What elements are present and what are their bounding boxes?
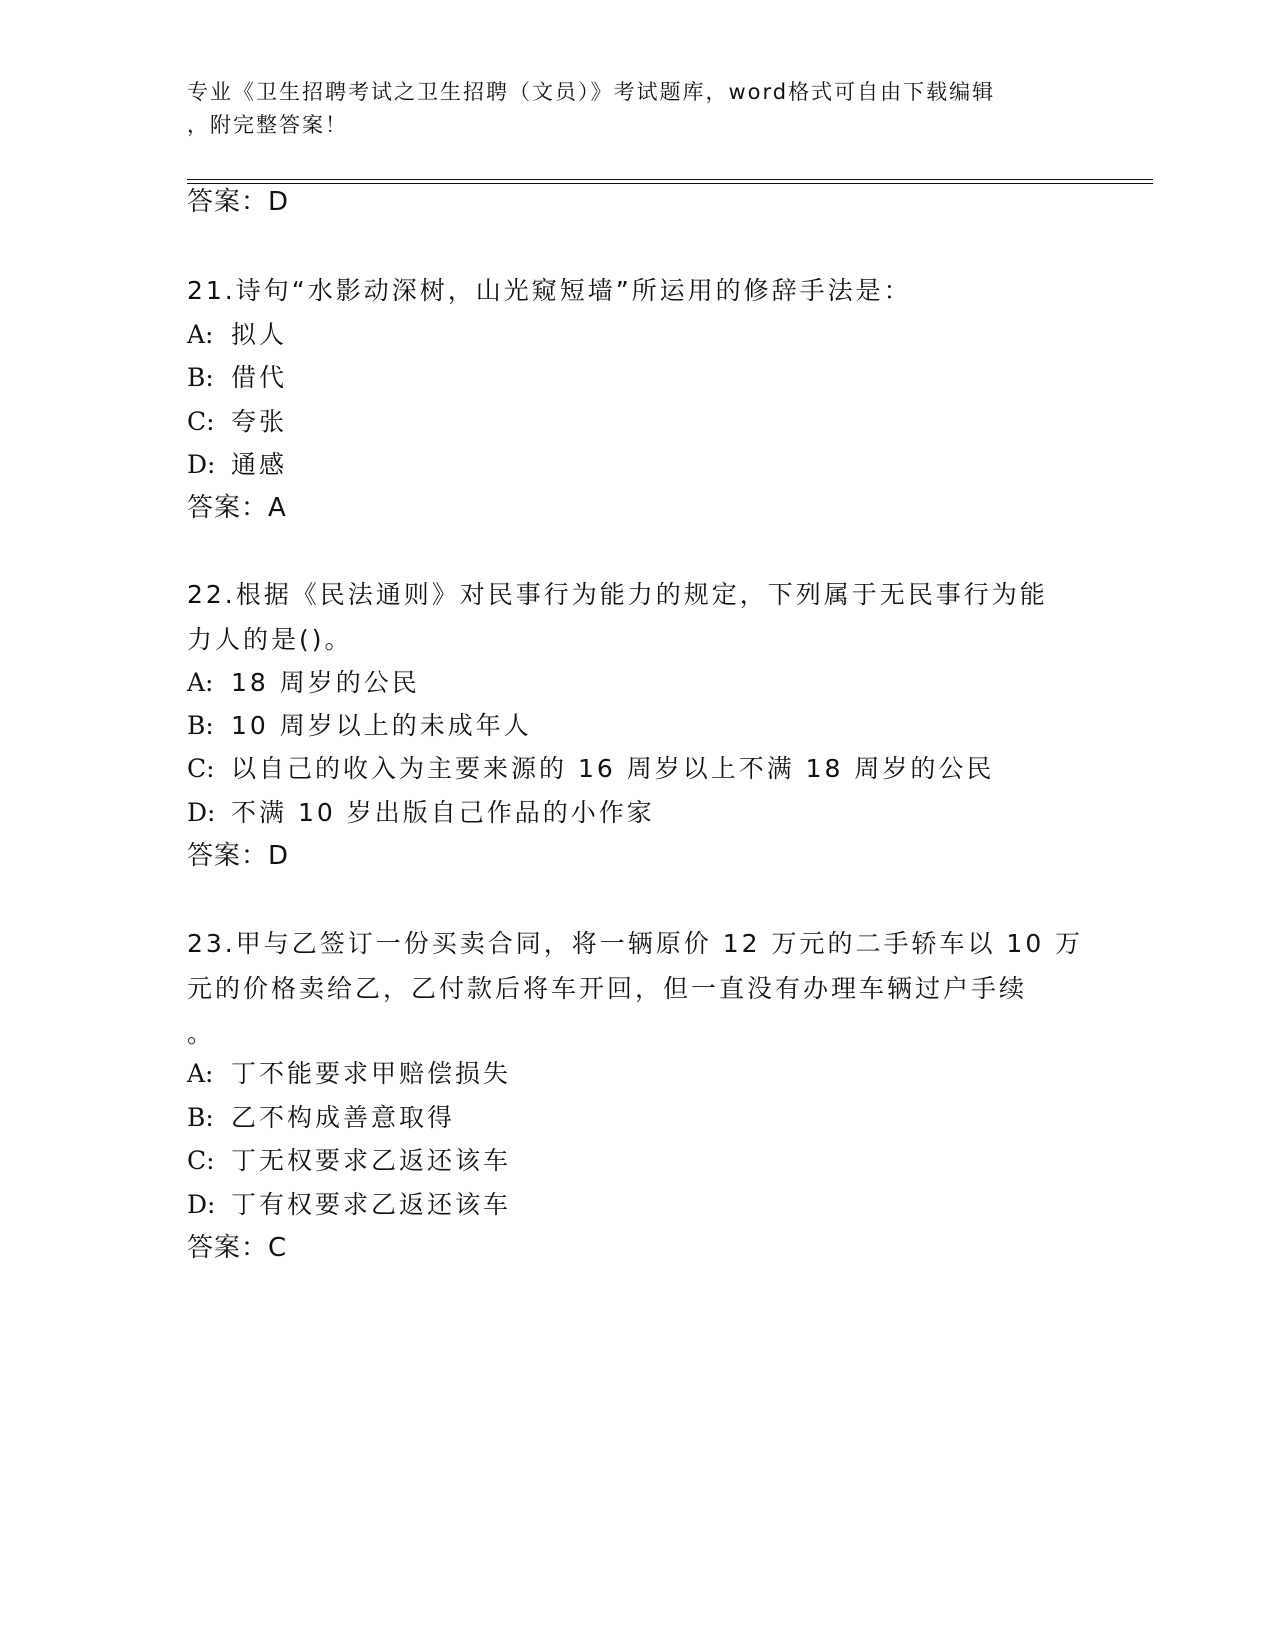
option-letter: C: xyxy=(187,1146,215,1175)
question-21-option-d xyxy=(187,448,287,482)
option-text: 丁无权要求乙返还该车 xyxy=(231,1146,512,1175)
option-text: 丁不能要求甲赔偿损失 xyxy=(231,1059,512,1088)
question-21-text xyxy=(187,268,1087,313)
question-22-answer: 答案：D xyxy=(187,841,290,871)
option-text: 拟人 xyxy=(231,320,288,349)
page-header xyxy=(187,76,1087,142)
option-letter: A: xyxy=(187,668,214,697)
header-rule-bottom xyxy=(187,183,1153,184)
option-letter: B: xyxy=(187,1103,214,1132)
option-text: 丁有权要求乙返还该车 xyxy=(231,1190,512,1219)
header-line-2: ，附完整答案！ xyxy=(187,113,348,137)
option-letter: B: xyxy=(187,363,214,392)
option-text: 夸张 xyxy=(231,407,288,436)
question-23-line-3: 。 xyxy=(187,1019,216,1048)
question-23-text xyxy=(187,921,1087,1056)
option-letter: D: xyxy=(187,798,216,827)
option-text: 乙不构成善意取得 xyxy=(231,1103,456,1132)
question-21-option-c xyxy=(187,405,287,439)
option-text: 以自己的收入为主要来源的 16 周岁以上不满 18 周岁的公民 xyxy=(231,754,995,783)
question-23-line-2: 元的价格卖给乙，乙付款后将车开回，但一直没有办理车辆过户手续 xyxy=(187,974,1028,1003)
option-text: 通感 xyxy=(231,450,288,479)
question-23-answer: 答案：C xyxy=(187,1233,288,1263)
question-23-option-b xyxy=(187,1101,455,1135)
header-line-1: 专业《卫生招聘考试之卫生招聘（文员）》考试题库，word格式可自由下载编辑 xyxy=(187,80,996,104)
question-22-line-2: 力人的是()。 xyxy=(187,625,353,654)
question-21-option-a xyxy=(187,318,287,352)
question-21-option-b xyxy=(187,361,287,395)
option-letter: C: xyxy=(187,754,215,783)
option-letter: B: xyxy=(187,711,214,740)
previous-answer: 答案：D xyxy=(187,187,290,217)
question-23-option-d xyxy=(187,1188,511,1222)
question-22-text xyxy=(187,572,1087,662)
question-22-option-d xyxy=(187,796,655,830)
question-21-answer: 答案：A xyxy=(187,493,287,523)
question-22-line-1: 22.根据《民法通则》对民事行为能力的规定，下列属于无民事行为能 xyxy=(187,580,1048,609)
question-22-option-b xyxy=(187,709,532,743)
header-rule-top xyxy=(187,179,1153,180)
option-letter: A: xyxy=(187,1059,214,1088)
option-letter: D: xyxy=(187,1190,216,1219)
option-letter: A: xyxy=(187,320,214,349)
option-text: 18 周岁的公民 xyxy=(231,668,420,697)
option-letter: C: xyxy=(187,407,215,436)
option-text: 借代 xyxy=(231,363,288,392)
question-23-option-c xyxy=(187,1144,511,1178)
question-22-option-c xyxy=(187,752,994,786)
option-text: 10 周岁以上的未成年人 xyxy=(231,711,532,740)
question-23-option-a xyxy=(187,1057,511,1091)
option-text: 不满 10 岁出版自己作品的小作家 xyxy=(231,798,655,827)
option-letter: D: xyxy=(187,450,216,479)
question-22-option-a xyxy=(187,666,420,700)
question-21-line-1: 21.诗句“水影动深树，山光窥短墙”所运用的修辞手法是： xyxy=(187,276,912,305)
question-23-line-1: 23.甲与乙签订一份买卖合同，将一辆原价 12 万元的二手轿车以 10 万 xyxy=(187,929,1084,958)
